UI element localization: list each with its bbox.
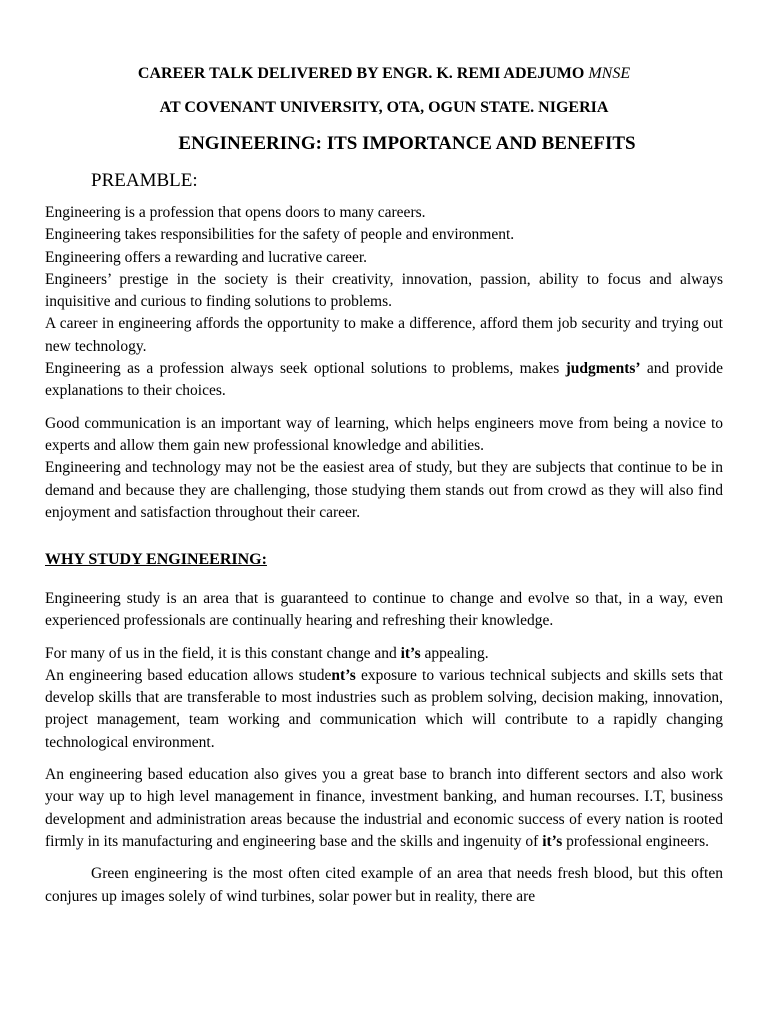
- paragraph: Green engineering is the most often cited example of an area that needs fresh blood, but this often conjures up images solely of wind turbines, solar power but in reality, there are: [45, 865, 723, 905]
- text-run: exposure to various technical subjects and skills sets that develop skills that are transferable to most industries such as problem solving, decision making, innovation, project management, team working and communication which will contribute to a rapidly changing technological environment.: [45, 666, 723, 751]
- talk-title-suffix: MNSE: [588, 65, 631, 82]
- paragraph: Engineers’ prestige in the society is their creativity, innovation, passion, ability to focus and always inquisitive and curious to finding solutions to problems.: [45, 270, 723, 311]
- paragraph: A career in engineering affords the opportunity to make a difference, afford them job security and trying out new technology.: [45, 315, 723, 355]
- bold-text-run: it’s: [542, 832, 563, 850]
- document-title: ENGINEERING: ITS IMPORTANCE AND BENEFITS: [178, 133, 636, 154]
- bold-text-run: judgments’: [565, 360, 641, 378]
- section-heading-why-study: WHY STUDY ENGINEERING:: [45, 551, 267, 568]
- preamble-heading: PREAMBLE:: [91, 170, 198, 191]
- paragraph: Engineering is a profession that opens doors to many careers.: [45, 204, 426, 221]
- venue-line: AT COVENANT UNIVERSITY, OTA, OGUN STATE. NIGERIA: [159, 99, 609, 116]
- paragraph: Engineering takes responsibilities for the safety of people and environment.: [45, 226, 515, 244]
- talk-title-main: CAREER TALK DELIVERED BY ENGR. K. REMI ADEJUMO: [137, 65, 589, 82]
- text-run: Engineering as a profession always seek optional solutions to problems, makes: [45, 360, 566, 378]
- paragraph: Engineering study is an area that is guaranteed to continue to change and evolve so that, in a way, even experienced professionals are continually hearing and refreshing their knowledge.: [45, 590, 723, 630]
- paragraph: [45, 358, 723, 403]
- talk-title: [0, 64, 768, 84]
- paragraph: [45, 764, 723, 853]
- text-run: and provide explanations to their choices.: [45, 360, 723, 400]
- text-run: An engineering based education also gives you a great base to branch into different sectors and also work your way up to high level management in finance, investment banking, and human recourses. I.T, business development and administration areas because the industrial and economic success of every nation is rooted firmly in its manufacturing and engineering base and the skills and ingenuity of: [45, 766, 723, 850]
- paragraph: Engineering and technology may not be the easiest area of study, but they are subjects that continue to be in demand and because they are challenging, those studying them stands out from crowd as they will also find enjoyment and satisfaction throughout their career.: [45, 459, 723, 521]
- preamble-body: [45, 202, 723, 524]
- paragraph: Good communication is an important way of learning, which helps engineers move from being a novice to experts and allow them gain new professional knowledge and abilities.: [45, 414, 723, 454]
- bold-text-run: it’s: [400, 644, 421, 662]
- paragraph: Engineering offers a rewarding and lucrative career.: [45, 248, 368, 266]
- text-run: An engineering based education allows stude: [45, 666, 332, 684]
- paragraph: [45, 665, 723, 754]
- paragraph: [45, 643, 723, 665]
- bold-text-run: nt’s: [331, 666, 356, 684]
- text-run: professional engineers.: [562, 832, 710, 850]
- why-study-body: [45, 588, 723, 908]
- text-run: appealing.: [420, 644, 489, 662]
- text-run: For many of us in the field, it is this constant change and: [45, 644, 401, 662]
